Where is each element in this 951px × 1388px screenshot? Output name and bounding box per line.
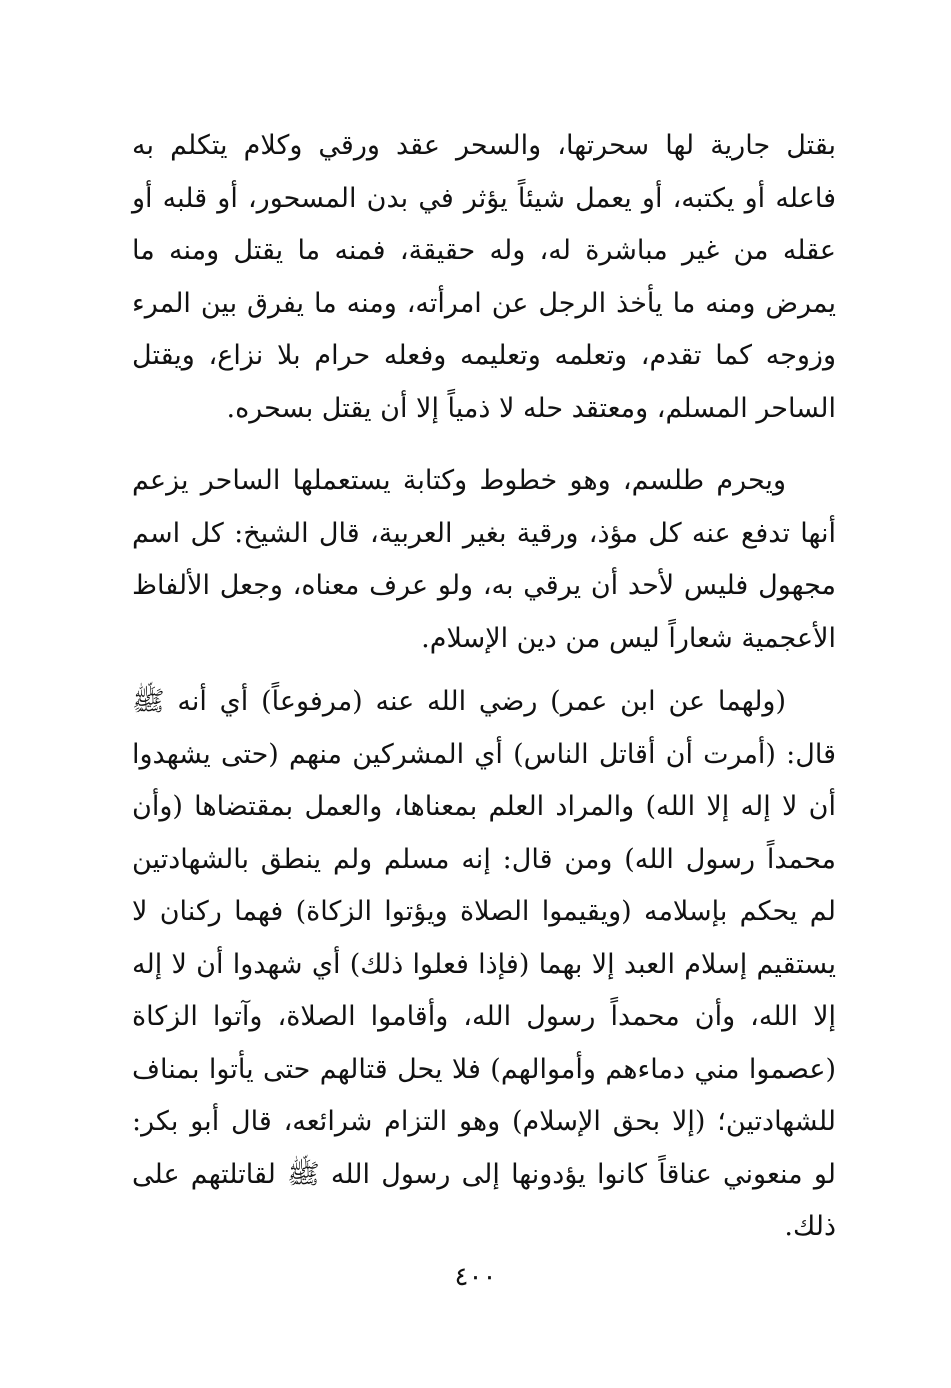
paragraph-1: بقتل جارية لها سحرتها، والسحر عقد ورقي وكلام يتكلم به فاعله أو يكتبه، أو يعمل شيئاً يؤثر في بدن المسحور، أو قلبه أو عقله من غير مباشرة له، وله حقيقة، فمنه ما يقتل ومنه ما يمرض ومنه ما يأخذ الرجل عن امرأته، ومنه ما يفرق بين المرء وزوجه كما تقدم، وتعلمه وتعليمه وفعله حرام بلا نزاع، ويقتل الساحر المسلم، ومعتقد حله لا ذمياً إلا أن يقتل بسحره. <box>132 130 837 424</box>
paragraph-3-container <box>132 676 836 1254</box>
paragraph-2-container <box>132 455 836 665</box>
paragraph-1-container <box>132 120 836 435</box>
paragraph-3: (ولهما عن ابن عمر) رضي الله عنه (مرفوعاً) أي أنه ﷺ قال: (أمرت أن أقاتل الناس) أي المشركين منهم (حتى يشهدوا أن لا إله إلا الله) والمراد العلم بمعناها، والعمل بمقتضاها (وأن محمداً رسول الله) ومن قال: إنه مسلم ولم ينطق بالشهادتين لم يحكم بإسلامه (ويقيموا الصلاة ويؤتوا الزكاة) فهما ركنان لا يستقيم إسلام العبد إلا بهما (فإذا فعلوا ذلك) أي شهدوا أن لا إله إلا الله، وأن محمداً رسول الله، وأقاموا الصلاة، وآتوا الزكاة (عصموا مني دماءهم وأموالهم) فلا يحل قتالهم حتى يأتوا بمناف للشهادتين؛ (إلا بحق الإسلام) وهو التزام شرائعه، قال أبو بكر: لو منعوني عناقاً كانوا يؤدونها إلى رسول الله ﷺ لقاتلتهم على ذلك. <box>132 686 836 1242</box>
page-number: ٤٠٠ <box>454 1262 497 1292</box>
paragraph-2: ويحرم طلسم، وهو خطوط وكتابة يستعملها الساحر يزعم أنها تدفع عنه كل مؤذ، ورقية بغير العربية، قال الشيخ: كل اسم مجهول فليس لأحد أن يرقي به، ولو عرف معناه، وجعل الألفاظ الأعجمية شعاراً ليس من دين الإسلام. <box>132 465 836 654</box>
